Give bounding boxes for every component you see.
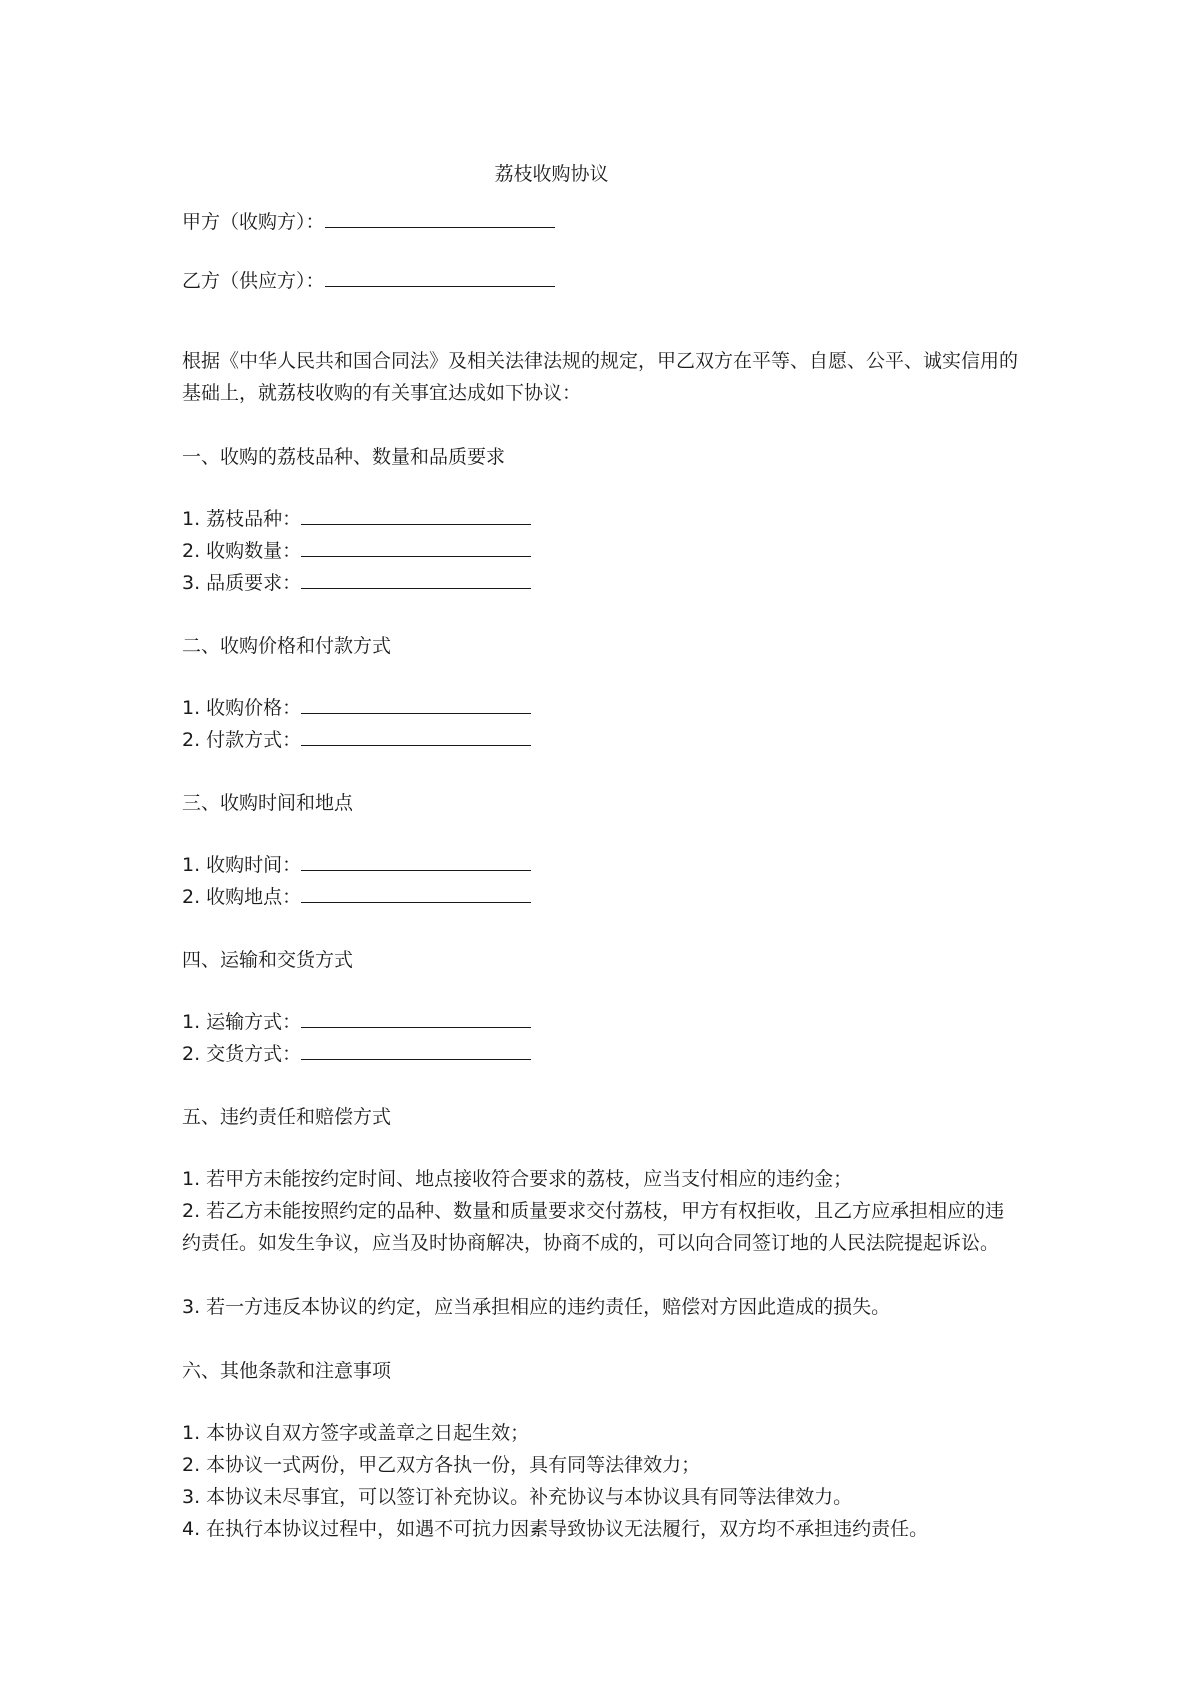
fill-blank bbox=[301, 1039, 531, 1060]
section-5-item: 2. 若乙方未能按照约定的品种、数量和质量要求交付荔枝，甲方有权拒收，且乙方应承担相应的违约责任。如发生争议，应当及时协商解决，协商不成的，可以向合同签订地的人民法院提起诉讼。 bbox=[182, 1200, 1005, 1254]
party-a-label: 甲方（收购方）： bbox=[182, 211, 325, 233]
fill-blank bbox=[301, 693, 531, 714]
fill-blank bbox=[301, 725, 531, 746]
section-2-item bbox=[182, 724, 1022, 756]
document-title: 荔枝收购协议 bbox=[494, 163, 609, 185]
item-label: 1. 运输方式： bbox=[182, 1011, 302, 1033]
party-a-blank bbox=[325, 207, 555, 228]
party-a-line bbox=[182, 206, 1022, 238]
item-label: 2. 交货方式： bbox=[182, 1043, 302, 1065]
item-label: 2. 收购数量： bbox=[182, 540, 302, 562]
party-b-blank bbox=[325, 266, 555, 287]
fill-blank bbox=[301, 536, 531, 557]
section-6-item: 3. 本协议未尽事宜，可以签订补充协议。补充协议与本协议具有同等法律效力。 bbox=[182, 1486, 853, 1508]
section-1-item bbox=[182, 503, 1022, 535]
section-2-item bbox=[182, 692, 1022, 724]
party-b-line bbox=[182, 265, 1022, 297]
section-3-heading: 三、收购时间和地点 bbox=[182, 792, 354, 814]
preamble-paragraph: 根据《中华人民共和国合同法》及相关法律法规的规定，甲乙双方在平等、自愿、公平、诚实信用的基础上，就荔枝收购的有关事宜达成如下协议： bbox=[182, 350, 1019, 404]
section-1-item bbox=[182, 567, 1022, 599]
section-6-heading: 六、其他条款和注意事项 bbox=[182, 1360, 392, 1382]
section-4-item bbox=[182, 1006, 1022, 1038]
fill-blank bbox=[301, 504, 531, 525]
section-1-heading: 一、收购的荔枝品种、数量和品质要求 bbox=[182, 446, 506, 468]
party-b-label: 乙方（供应方）： bbox=[182, 270, 325, 292]
item-label: 2. 收购地点： bbox=[182, 886, 302, 908]
fill-blank bbox=[301, 1007, 531, 1028]
section-3-item bbox=[182, 849, 1022, 881]
section-6-item: 1. 本协议自双方签字或盖章之日起生效； bbox=[182, 1422, 530, 1444]
section-4-heading: 四、运输和交货方式 bbox=[182, 949, 354, 971]
item-label: 3. 品质要求： bbox=[182, 572, 302, 594]
item-label: 1. 收购时间： bbox=[182, 854, 302, 876]
fill-blank bbox=[301, 882, 531, 903]
item-label: 1. 收购价格： bbox=[182, 697, 302, 719]
item-label: 1. 荔枝品种： bbox=[182, 508, 302, 530]
section-1-item bbox=[182, 535, 1022, 567]
section-5-heading: 五、违约责任和赔偿方式 bbox=[182, 1106, 392, 1128]
section-6-item: 2. 本协议一式两份，甲乙双方各执一份，具有同等法律效力； bbox=[182, 1454, 701, 1476]
item-label: 2. 付款方式： bbox=[182, 729, 302, 751]
fill-blank bbox=[301, 850, 531, 871]
section-4-item bbox=[182, 1038, 1022, 1070]
section-5-item: 1. 若甲方未能按约定时间、地点接收符合要求的荔枝，应当支付相应的违约金； bbox=[182, 1168, 853, 1190]
section-2-heading: 二、收购价格和付款方式 bbox=[182, 635, 392, 657]
fill-blank bbox=[301, 568, 531, 589]
section-6-item: 4. 在执行本协议过程中，如遇不可抗力因素导致协议无法履行，双方均不承担违约责任。 bbox=[182, 1518, 929, 1540]
section-3-item bbox=[182, 881, 1022, 913]
section-5-item: 3. 若一方违反本协议的约定，应当承担相应的违约责任，赔偿对方因此造成的损失。 bbox=[182, 1296, 891, 1318]
